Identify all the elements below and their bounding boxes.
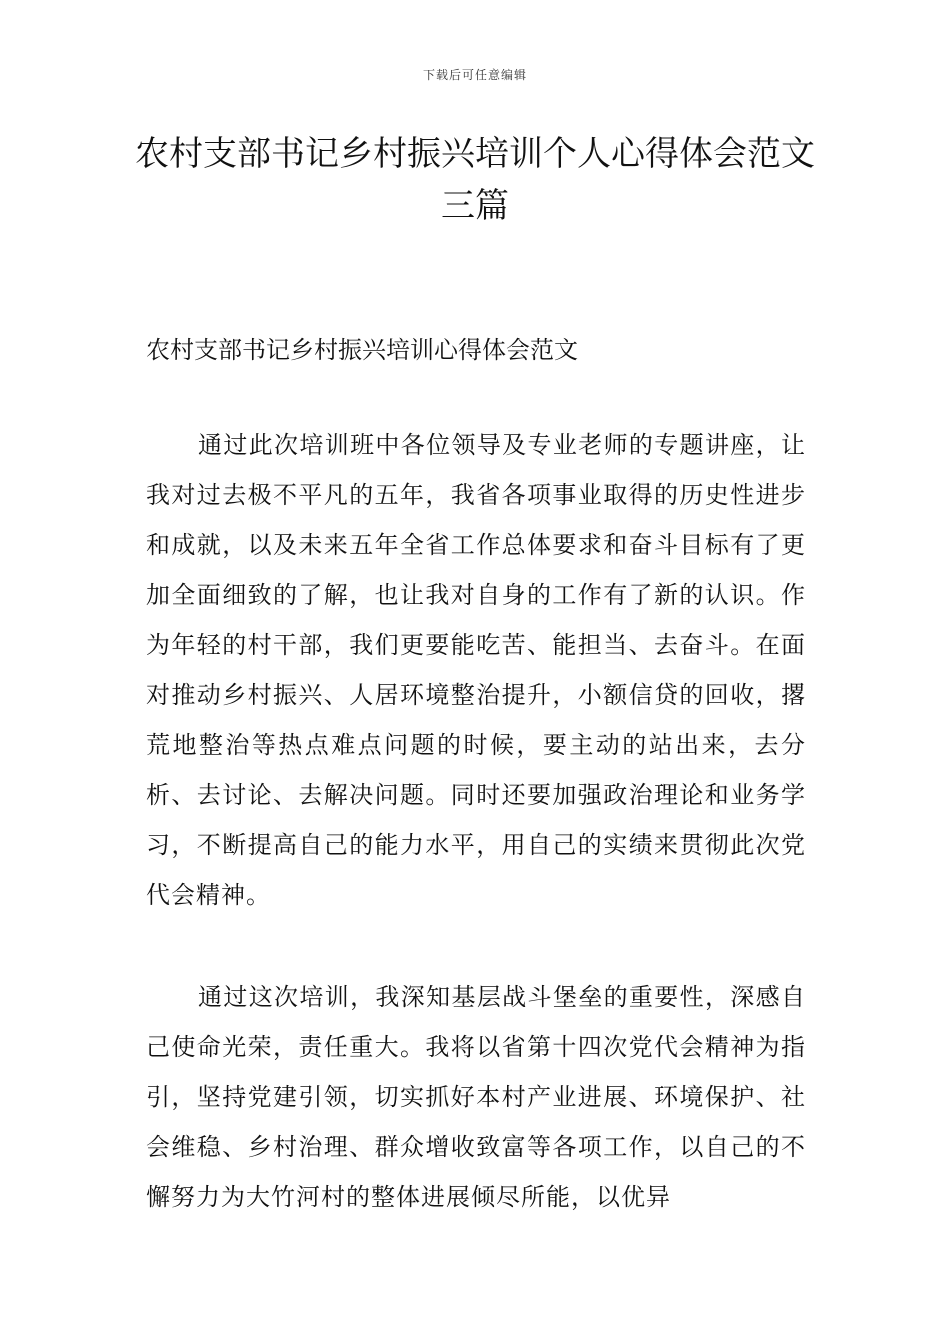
paragraph-2: 通过这次培训，我深知基层战斗堡垒的重要性，深感自己使命光荣，责任重大。我将以省第十四次党代会精神为指引，坚持党建引领，切实抓好本村产业进展、环境保护、社会维稳、乡村治理、群众增收致富等各项工作，以自己的不懈努力为大竹河村的整体进展倾尽所能，以优异 (146, 983, 806, 1211)
section-subtitle: 农村支部书记乡村振兴培训心得体会范文 (146, 336, 578, 364)
header-note: 下载后可任意编辑 (422, 68, 527, 82)
document-title: 农村支部书记乡村振兴培训个人心得体会范文三篇 (135, 134, 815, 226)
paragraph-1: 通过此次培训班中各位领导及专业老师的专题讲座，让我对过去极不平凡的五年，我省各项事业取得的历史性进步和成就，以及未来五年全省工作总体要求和奋斗目标有了更加全面细致的了解，也让我对自身的工作有了新的认识。作为年轻的村干部，我们更要能吃苦、能担当、去奋斗。在面对推动乡村振兴、人居环境整治提升，小额信贷的回收，撂荒地整治等热点难点问题的时候，要主动的站出来，去分析、去讨论、去解决问题。同时还要加强政治理论和业务学习，不断提高自己的能力水平，用自己的实绩来贯彻此次党代会精神。 (146, 431, 806, 909)
